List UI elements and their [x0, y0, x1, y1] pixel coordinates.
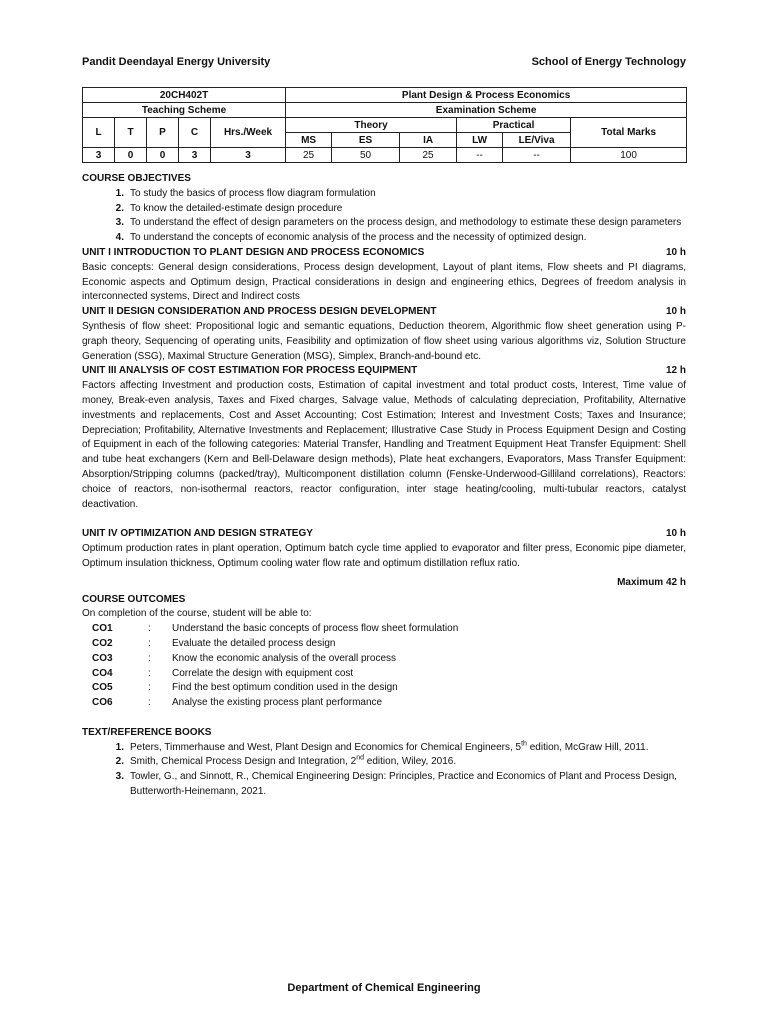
- unit-hours: 10 h: [665, 246, 686, 258]
- list-item: CO2 : Evaluate the detailed process design: [92, 637, 336, 649]
- val-total: 100: [571, 148, 687, 163]
- outcomes-intro: On completion of the course, student will be able to:: [82, 608, 312, 620]
- page-footer: Department of Chemical Engineering: [287, 982, 481, 994]
- list-item: CO6 : Analyse the existing process plant performance: [92, 697, 383, 709]
- theory-header: Theory: [286, 118, 457, 133]
- page-header: [82, 56, 686, 68]
- unit-2-body: Synthesis of flow sheet: Propositional logic and semantic equations, Deduction theorem, Algorithmic flow sheet generation using P-graph theory, Sequencing of operating units, Feasibility and optimization of flow sheet using various algorithms viz, Solution Structure Generation (SSG), Maximal Structure Generation (MSG), Simplex, Branch-and-bound etc.: [82, 320, 686, 362]
- objectives-list: [82, 187, 686, 246]
- objectives-title: COURSE OBJECTIVES: [82, 173, 191, 184]
- val-leviva: --: [503, 148, 571, 163]
- unit-1-heading: [82, 246, 686, 261]
- unit-3-heading: [82, 364, 686, 379]
- teaching-scheme-header: Teaching Scheme: [83, 103, 286, 118]
- val-t: 0: [115, 148, 147, 163]
- scheme-table: [82, 87, 687, 163]
- col-ia: IA: [400, 133, 457, 148]
- syllabus-content: [82, 172, 686, 800]
- unit-title: UNIT II DESIGN CONSIDERATION AND PROCESS DESIGN DEVELOPMENT: [82, 306, 437, 318]
- unit-title: UNIT IV OPTIMIZATION AND DESIGN STRATEGY: [82, 528, 313, 540]
- list-item: CO3 : Know the economic analysis of the overall process: [92, 652, 397, 664]
- col-c: C: [179, 118, 211, 148]
- examination-scheme-header: Examination Scheme: [286, 103, 687, 118]
- unit-hours: 10 h: [665, 528, 686, 540]
- col-p: P: [147, 118, 179, 148]
- unit-4-heading: [82, 527, 686, 542]
- col-es: ES: [332, 133, 400, 148]
- val-p: 0: [147, 148, 179, 163]
- col-hrs: Hrs./Week: [211, 118, 286, 148]
- unit-1-body: Basic concepts: General design considerations, Process design development, Layout of plant items, Flow sheets and PI diagrams, Economic aspects and Optimum design, Practical considerations in design and engineering ethics, Degrees of freedom analysis in interconnected systems, Direct and Indirect costs: [82, 261, 686, 303]
- unit-2-heading: [82, 305, 686, 320]
- val-ms: 25: [286, 148, 332, 163]
- total-marks-header: Total Marks: [571, 118, 687, 148]
- list-item: 1. To study the basics of process flow diagram formulation: [115, 187, 376, 199]
- val-c: 3: [179, 148, 211, 163]
- course-code: 20CH402T: [83, 88, 286, 103]
- list-item: CO4 : Correlate the design with equipment cost: [92, 667, 354, 679]
- val-es: 50: [332, 148, 400, 163]
- val-hrs: 3: [211, 148, 286, 163]
- list-item: 2. To know the detailed-estimate design procedure: [115, 202, 343, 214]
- list-item: 3. Towler, G., and Sinnott, R., Chemical Engineering Design: Principles, Practice and Economics of Plant and Process Design, Butterworth-Heinemann, 2021.: [115, 771, 677, 798]
- val-ia: 25: [400, 148, 457, 163]
- maximum-hours: Maximum 42 h: [617, 576, 686, 588]
- list-item: 1. Peters, Timmerhause and West, Plant Design and Economics for Chemical Engineers, 5th edition, McGraw Hill, 2011.: [115, 740, 649, 753]
- unit-3-body: Factors affecting Investment and production costs, Estimation of capital investment and total product costs, Interest, Time value of money, Break-even analysis, Taxes and Fixed charges, Salvage value, Methods of calculating depreciation, Profitability, Alternative investments and replacements, Cost and Asset Accounting; Cost Estimation; Interest and Investment Costs; Taxes and Insurance; Depreciation; Profitability, Alternative Investments and Replacement; Illustrative Case Study in Process Equipment Design and Costing of Equipment in each of the following categories: Material Transfer, Handling and Treatment Equipment Heat Transfer Equipment: Shell and tube heat exchangers (Kern and Bell-Delaware design methods), Plate heat exchangers, Evaporators, Mass Transfer Equipment: Absorption/Stripping columns (packed/tray), Multicomponent distillation column (Fenske-Underwood-Gilliland correlations), Reactors: choice of reactors, non-isothermal reactors, reactor configuration, inter stage heating/cooling, multi-tubular reactors, catalyst deactivation.: [82, 380, 686, 510]
- unit-hours: 10 h: [665, 306, 686, 318]
- outcomes-title: COURSE OUTCOMES: [82, 593, 186, 605]
- list-item: CO1 : Understand the basic concepts of process flow sheet formulation: [92, 623, 459, 635]
- list-item: 3. To understand the effect of design parameters on the process design, and methodology to estimate these design parameters: [115, 217, 682, 229]
- col-lw: LW: [457, 133, 503, 148]
- books-list: [82, 741, 686, 800]
- val-lw: --: [457, 148, 503, 163]
- unit-hours: 12 h: [665, 365, 686, 377]
- unit-4-body: Optimum production rates in plant operation, Optimum batch cycle time applied to evaporator and filter press, Economic pipe diameter, Optimum insulation thickness, Optimum cooling water flow rate and optimum distillation reflux ratio.: [82, 543, 686, 569]
- list-item: CO5 : Find the best optimum condition used in the design: [92, 682, 398, 694]
- school-name: School of Energy Technology: [531, 56, 686, 68]
- unit-title: UNIT I INTRODUCTION TO PLANT DESIGN AND PROCESS ECONOMICS: [82, 246, 425, 258]
- unit-title: UNIT III ANALYSIS OF COST ESTIMATION FOR PROCESS EQUIPMENT: [82, 365, 418, 377]
- col-ms: MS: [286, 133, 332, 148]
- list-item: 4. To understand the concepts of economic analysis of the process and the necessity of optimized design.: [115, 232, 587, 244]
- col-t: T: [115, 118, 147, 148]
- books-title: TEXT/REFERENCE BOOKS: [82, 726, 212, 738]
- practical-header: Practical: [457, 118, 571, 133]
- course-title: Plant Design & Process Economics: [286, 88, 687, 103]
- university-name: Pandit Deendayal Energy University: [82, 56, 271, 68]
- col-l: L: [83, 118, 115, 148]
- col-leviva: LE/Viva: [503, 133, 571, 148]
- list-item: 2. Smith, Chemical Process Design and Integration, 2nd edition, Wiley, 2016.: [115, 755, 457, 768]
- val-l: 3: [83, 148, 115, 163]
